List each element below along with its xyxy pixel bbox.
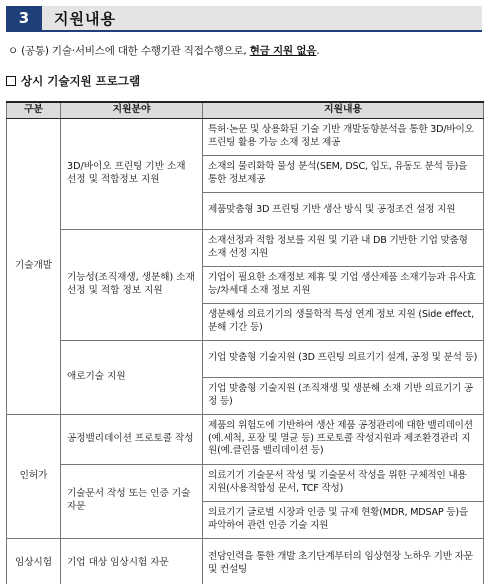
section-title: 지원내용 (42, 6, 482, 30)
content-cell: 소재의 물리화학 물성 분석(SEM, DSC, 입도, 유동도 분석 등)을 통한 정보제공 (203, 155, 484, 192)
note-paragraph (8, 43, 482, 58)
content-cell: 소재선정과 적합 정보를 지원 및 기관 내 DB 기반한 기업 맞춤형 소재 선정 지원 (203, 229, 484, 266)
note-suffix: . (316, 45, 320, 57)
header-category: 구분 (7, 102, 61, 118)
section-number: 3 (6, 6, 42, 30)
table-row (7, 538, 484, 584)
area-cell: 기업 대상 임상시험 자문 (61, 538, 203, 584)
table-row (7, 464, 484, 501)
note-emphasis: 현금 지원 없음 (249, 45, 317, 57)
content-cell: 기업이 필요한 소재정보 제휴 및 기업 생산제품 소재기능과 유사효능/차세대 소재 정보 지원 (203, 266, 484, 303)
category-cell: 인허가 (7, 414, 61, 538)
content-cell: 제품맞춤형 3D 프린팅 기반 생산 방식 및 공정조건 설정 지원 (203, 192, 484, 229)
area-cell: 기술문서 작성 또는 인증 기술자문 (61, 464, 203, 538)
program-subheading (6, 73, 140, 89)
header-area: 지원분야 (61, 102, 203, 118)
section-header (6, 6, 482, 32)
area-cell: 공정밸리데이션 프로토콜 작성 (61, 414, 203, 464)
table-row (7, 340, 484, 377)
area-cell: 애로기술 지원 (61, 340, 203, 414)
content-cell: 기업 맞춤형 기술지원 (3D 프린팅 의료기기 설계, 공정 및 분석 등) (203, 340, 484, 377)
table-row (7, 414, 484, 464)
table-row (7, 229, 484, 266)
area-cell: 기능성(조직재생, 생분해) 소재선정 및 적합 정보 지원 (61, 229, 203, 340)
subheading-text: 상시 기술지원 프로그램 (21, 74, 141, 88)
content-cell: 의료기기 기술문서 작성 및 기술문서 작성을 위한 구체적인 내용 지원(사용적합성 문서, TCF 작성) (203, 464, 484, 501)
support-table (6, 101, 484, 584)
content-cell: 전담인력을 통한 개발 초기단계부터의 임상현장 노하우 기반 자문 및 컨설팅 (203, 538, 484, 584)
content-cell: 의료기기 글로벌 시장과 인증 및 규제 현황(MDR, MDSAP 등)을 파악하여 관련 인증 기술 지원 (203, 501, 484, 538)
content-cell: 기업 맞춤형 기술지원 (조직재생 및 생분해 소재 기반 의료기기 공정 등) (203, 377, 484, 414)
note-prefix: ㅇ (공통) 기술·서비스에 대한 수행기관 직접수행으로, (8, 45, 250, 57)
area-cell: 3D/바이오 프린팅 기반 소재 선정 및 적합정보 지원 (61, 118, 203, 229)
table-header-row (7, 102, 484, 118)
category-cell: 임상시험 (7, 538, 61, 584)
category-cell: 기술개발 (7, 118, 61, 414)
square-bullet-icon (6, 76, 16, 86)
header-content: 지원내용 (203, 102, 484, 118)
content-cell: 제품의 위험도에 기반하여 생산 제품 공정관리에 대한 밸리데이션(예.세척, 포장 및 멸균 등) 프로토콜 작성지원과 제조환경관리 지원(예.클린룸 밸리데이션 등) (203, 414, 484, 464)
table-row (7, 118, 484, 155)
content-cell: 특허·논문 및 상용화된 기술 기반 개발동향분석을 통한 3D/바이오 프린팅 활용 가능 소재 정보 제공 (203, 118, 484, 155)
content-cell: 생분해성 의료기기의 생물학적 특성 연계 정보 지원 (Side effect, 분해 기간 등) (203, 303, 484, 340)
